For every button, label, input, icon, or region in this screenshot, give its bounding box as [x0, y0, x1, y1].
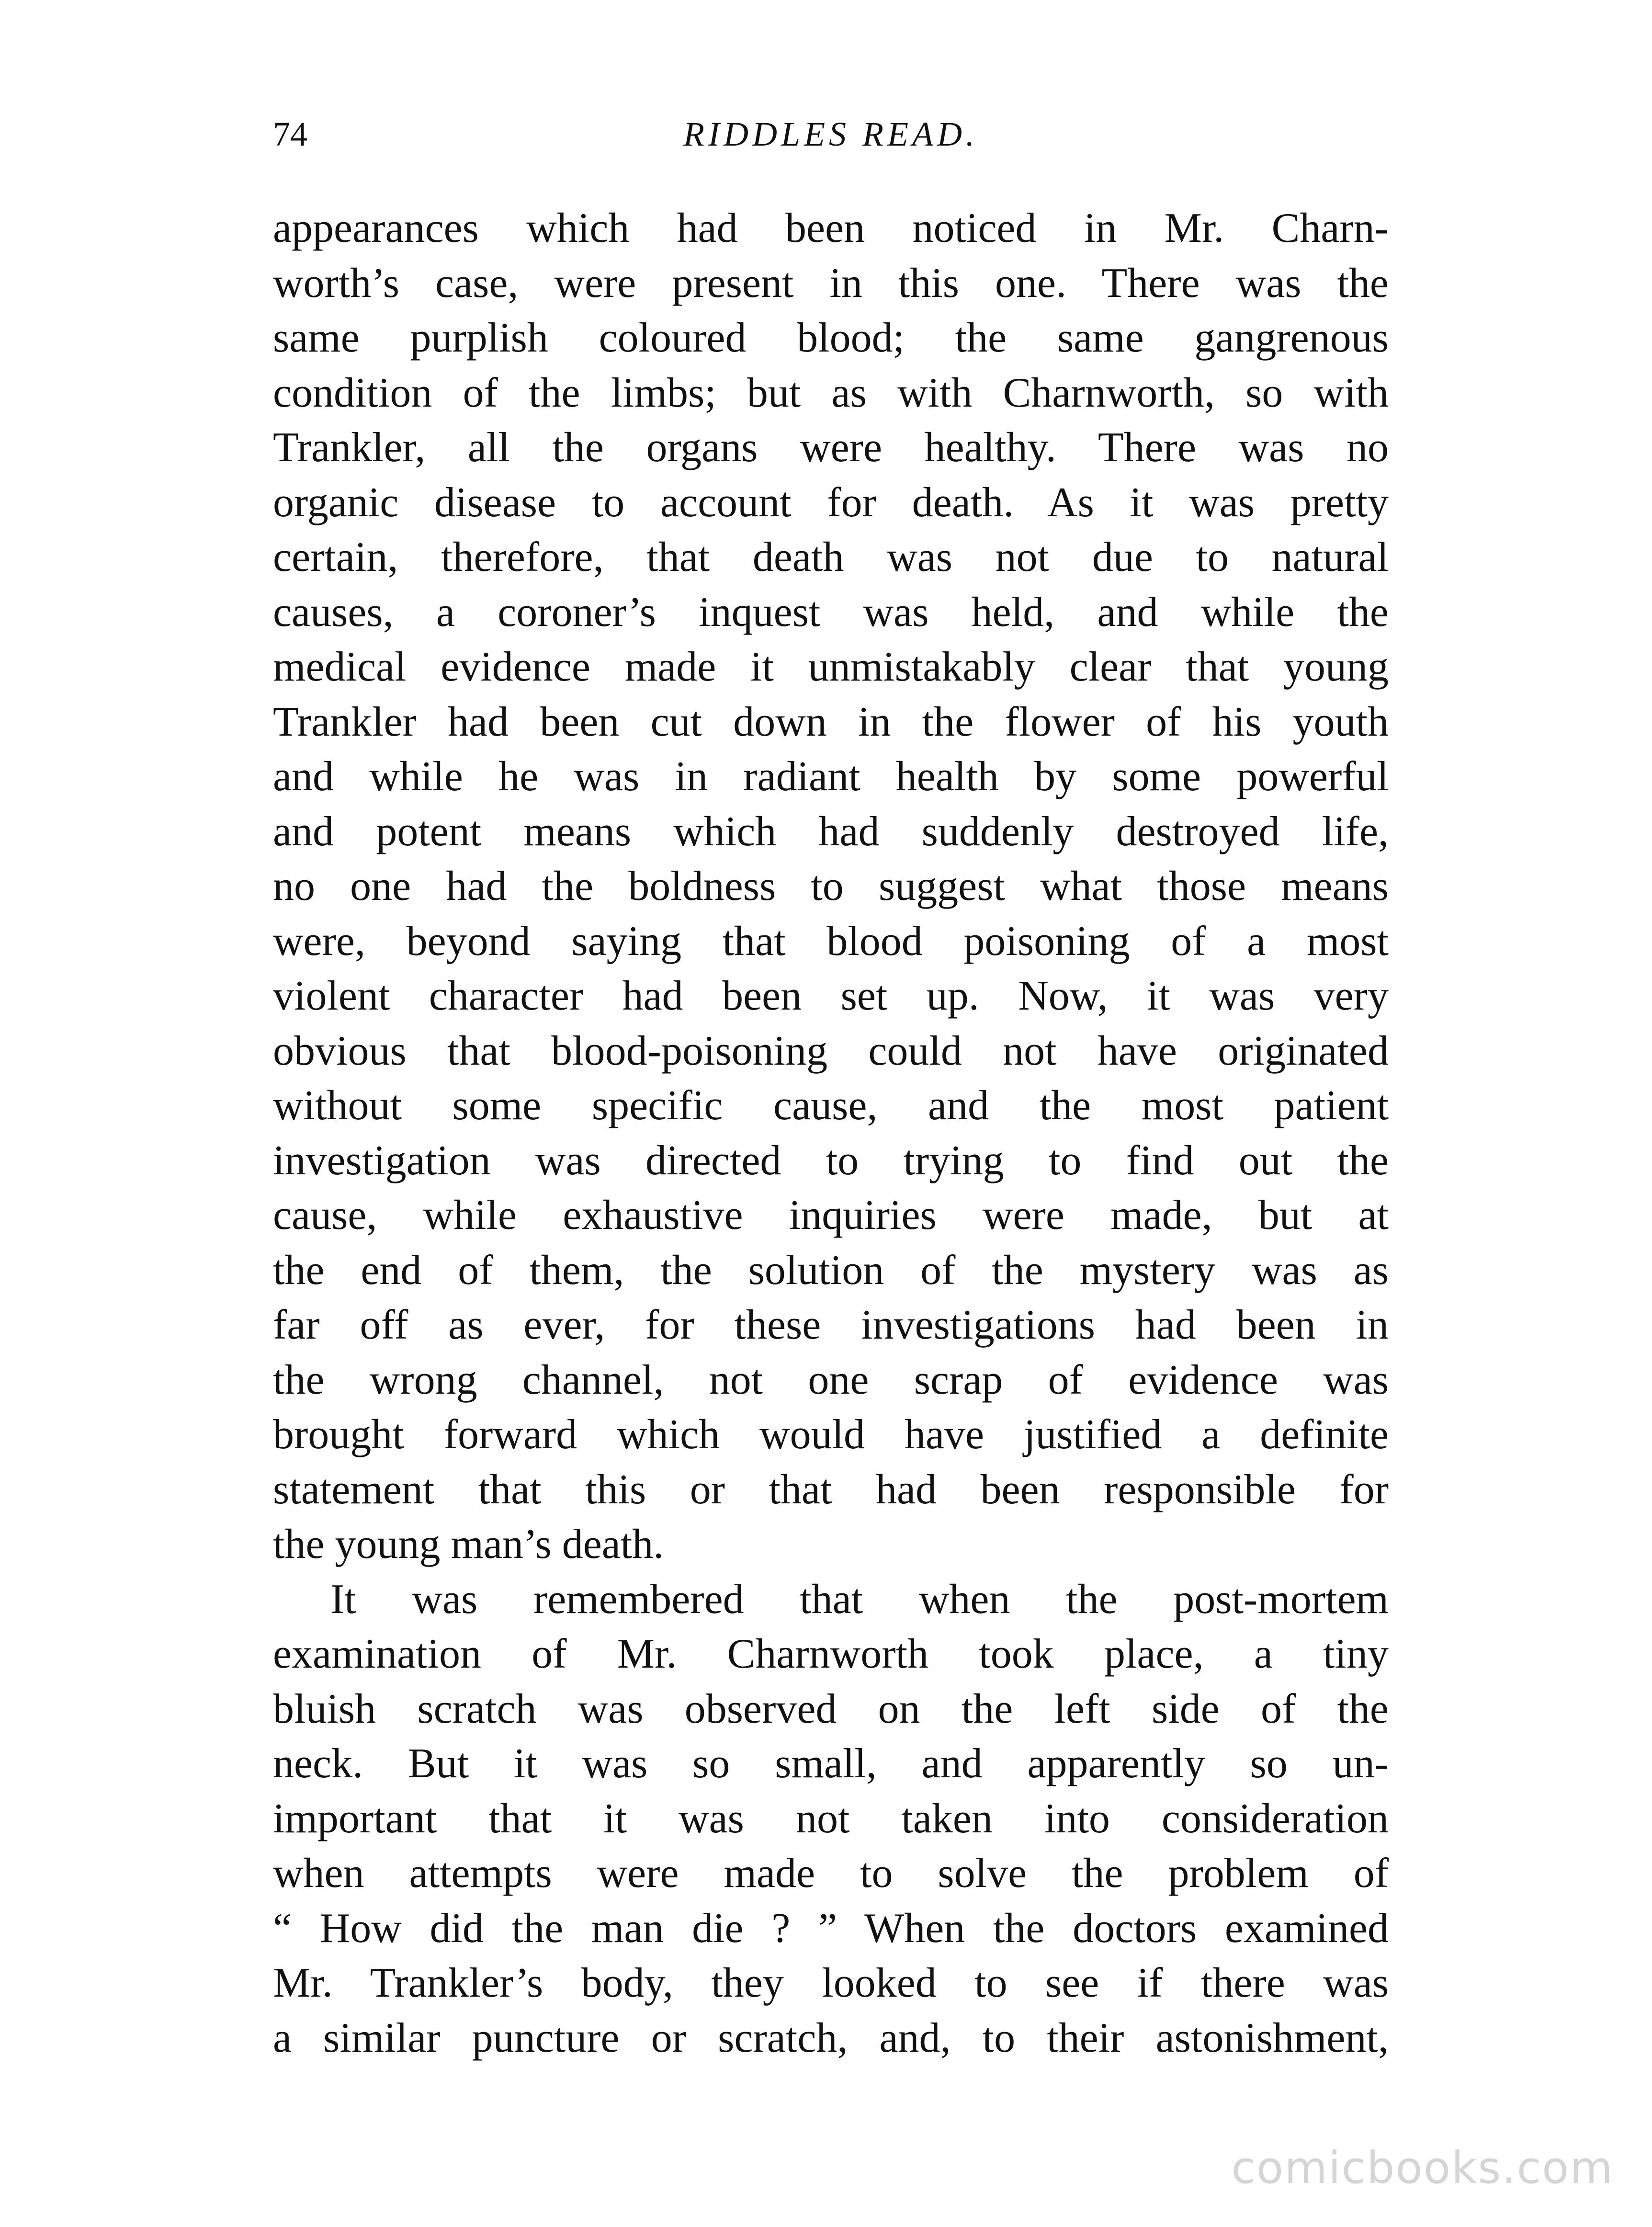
text-line: Trankler had been cut down in the flower of his youth — [273, 698, 1389, 745]
text-line: obvious that blood-poisoning could not have originated — [273, 1027, 1389, 1074]
text-line: when attempts were made to solve the problem of — [273, 1850, 1389, 1897]
body-text — [273, 201, 1389, 2066]
text-line: statement that this or that had been responsible for — [273, 1466, 1389, 1513]
text-line: Trankler, all the organs were healthy. There was no — [273, 424, 1389, 471]
text-line-paragraph-end: the young man’s death. — [273, 1521, 664, 1568]
text-line: appearances which had been noticed in Mr. Charn- — [273, 205, 1389, 251]
text-line: examination of Mr. Charnworth took place, a tiny — [273, 1631, 1389, 1677]
text-line: Mr. Trankler’s body, they looked to see if there was — [273, 1960, 1389, 2006]
text-line: cause, while exhaustive inquiries were made, but at — [273, 1192, 1389, 1238]
text-line: and while he was in radiant health by some powerful — [273, 753, 1389, 800]
text-line: the wrong channel, not one scrap of evidence was — [273, 1356, 1389, 1403]
text-line: certain, therefore, that death was not due to natural — [273, 534, 1389, 580]
text-line: violent character had been set up. Now, it was very — [273, 973, 1389, 1019]
text-line: without some specific cause, and the most patient — [273, 1082, 1389, 1129]
text-line: were, beyond saying that blood poisoning of a most — [273, 918, 1389, 965]
text-line: bluish scratch was observed on the left side of the — [273, 1685, 1389, 1732]
text-line: and potent means which had suddenly destroyed life, — [273, 808, 1389, 855]
running-title: RIDDLES READ. — [683, 115, 978, 153]
text-line-paragraph-start: It was remembered that when the post-mortem — [330, 1576, 1389, 1623]
text-line: medical evidence made it unmistakably clear that young — [273, 644, 1389, 690]
text-line: a similar puncture or scratch, and, to their astonishment, — [273, 2014, 1389, 2061]
text-line: far off as ever, for these investigations had been in — [273, 1302, 1389, 1348]
running-head — [273, 108, 1389, 160]
text-line: brought forward which would have justified a definite — [273, 1411, 1389, 1458]
text-line: neck. But it was so small, and apparently so un- — [273, 1740, 1389, 1787]
text-line: same purplish coloured blood; the same gangrenous — [273, 315, 1389, 361]
text-line: no one had the boldness to suggest what those means — [273, 863, 1389, 909]
watermark: comicbooks.com — [1231, 2142, 1614, 2193]
text-line: important that it was not taken into consideration — [273, 1795, 1389, 1842]
text-line: investigation was directed to trying to find out the — [273, 1137, 1389, 1184]
text-line: the end of them, the solution of the mystery was as — [273, 1247, 1389, 1294]
text-line: organic disease to account for death. As it was pretty — [273, 479, 1389, 526]
text-line: “ How did the man die ? ” When the doctors examined — [273, 1905, 1389, 1952]
text-line: causes, a coroner’s inquest was held, and while the — [273, 589, 1389, 636]
text-line: condition of the limbs; but as with Charnworth, so with — [273, 369, 1389, 416]
text-line: worth’s case, were present in this one. There was the — [273, 260, 1389, 307]
page-number: 74 — [273, 115, 307, 153]
